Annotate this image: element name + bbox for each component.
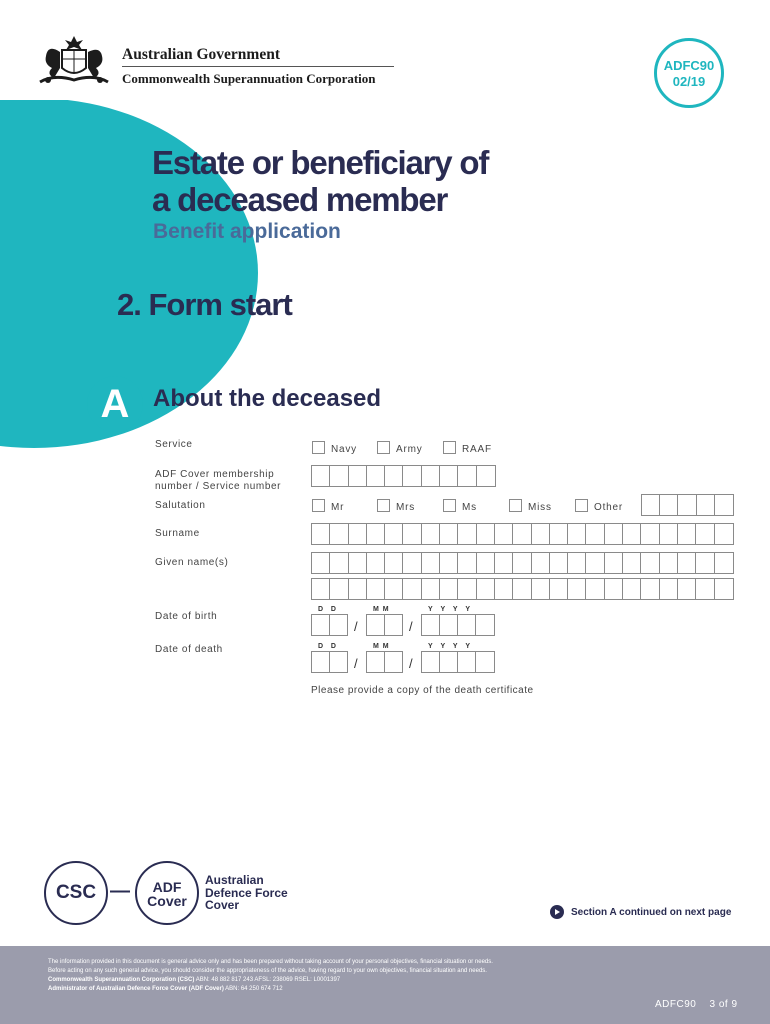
adf-cover-logo xyxy=(135,861,199,925)
logo-dash: — xyxy=(110,880,130,902)
miss-checkbox[interactable] xyxy=(509,499,522,512)
coat-of-arms-icon xyxy=(34,34,114,90)
government-name: Australian Government xyxy=(122,46,281,63)
adf-cover-name xyxy=(205,874,288,912)
footer-line-1: The information provided in this document is general advice only and has been prepared without taking account of your personal objectives, financial situation or needs. xyxy=(48,959,493,965)
footer-csc-details: ABN: 48 882 817 243 AFSL: 238069 RSEL: L0001397 xyxy=(195,977,341,983)
section-heading: 2. Form start xyxy=(117,287,292,322)
given-names-input-line-2[interactable] xyxy=(311,578,734,600)
footer-disclaimer xyxy=(48,958,748,994)
adf-name-line-1: Australian xyxy=(205,873,264,887)
adf-cover-logo-line-1: ADF xyxy=(152,879,182,895)
title-line-2: a deceased member xyxy=(152,181,448,218)
ms-option-label: Ms xyxy=(462,502,477,513)
footer-form-code: ADFC90 xyxy=(655,999,697,1010)
dod-label: Date of death xyxy=(155,644,223,655)
footer-line-4 xyxy=(48,985,748,994)
navy-checkbox[interactable] xyxy=(312,441,325,454)
footer-line-2: Before acting on any such general advice, you should consider the appropriateness of the advice, having regard to your own objectives, financial situation and needs. xyxy=(48,968,487,974)
footer-adf-name: Administrator of Australian Defence Force Cover (ADF Cover) xyxy=(48,986,224,992)
footer-page-info xyxy=(655,999,738,1010)
continued-notice: Section A continued on next page xyxy=(571,907,732,918)
dob-separator-1: / xyxy=(354,619,358,634)
footer-adf-details: ABN: 64 250 674 712 xyxy=(225,986,283,992)
adf-cover-logo-line-2: Cover xyxy=(147,893,187,909)
mr-checkbox[interactable] xyxy=(312,499,325,512)
footer-line-3 xyxy=(48,976,748,985)
army-option-label: Army xyxy=(396,444,423,455)
badge-code: ADFC90 xyxy=(663,58,715,73)
page-subtitle: Benefit application xyxy=(153,220,341,243)
dod-year-input[interactable] xyxy=(421,651,495,673)
footer-csc-name: Commonwealth Superannuation Corporation (CSC) xyxy=(48,977,195,983)
mr-option-label: Mr xyxy=(331,502,345,513)
page-title xyxy=(152,144,488,218)
death-certificate-note: Please provide a copy of the death certificate xyxy=(311,685,534,696)
other-option-label: Other xyxy=(594,502,624,513)
mrs-option-label: Mrs xyxy=(396,502,416,513)
dod-month-hint: M M xyxy=(373,643,389,650)
organisation-name: Commonwealth Superannuation Corporation xyxy=(122,71,376,86)
other-checkbox[interactable] xyxy=(575,499,588,512)
dod-separator-2: / xyxy=(409,656,413,671)
dob-year-hint: Y Y Y Y xyxy=(428,606,471,613)
ms-checkbox[interactable] xyxy=(443,499,456,512)
dob-month-hint: M M xyxy=(373,606,389,613)
section-letter-badge: A xyxy=(87,376,143,432)
page-number: 3 of 9 xyxy=(709,999,738,1010)
dob-day-hint: D D xyxy=(318,606,336,613)
adf-name-line-2: Defence Force xyxy=(205,885,288,900)
other-salutation-input[interactable] xyxy=(641,494,734,516)
badge-date: 02/19 xyxy=(672,74,706,89)
dob-month-input[interactable] xyxy=(366,614,403,636)
dod-separator-1: / xyxy=(354,656,358,671)
membership-label xyxy=(155,469,281,493)
dod-day-input[interactable] xyxy=(311,651,348,673)
form-code-badge xyxy=(654,38,724,108)
csc-logo: CSC xyxy=(44,861,108,925)
dob-day-input[interactable] xyxy=(311,614,348,636)
raaf-option-label: RAAF xyxy=(462,444,492,455)
navy-option-label: Navy xyxy=(331,444,357,455)
membership-number-input[interactable] xyxy=(311,465,496,487)
surname-label: Surname xyxy=(155,528,200,539)
raaf-checkbox[interactable] xyxy=(443,441,456,454)
dob-year-input[interactable] xyxy=(421,614,495,636)
dob-label: Date of birth xyxy=(155,611,218,622)
header-divider xyxy=(122,66,394,67)
dod-month-input[interactable] xyxy=(366,651,403,673)
membership-label-line-2: number / Service number xyxy=(155,481,282,492)
given-names-label: Given name(s) xyxy=(155,557,229,568)
surname-input[interactable] xyxy=(311,523,734,545)
section-title: About the deceased xyxy=(153,385,382,412)
miss-option-label: Miss xyxy=(528,502,552,513)
membership-label-line-1: ADF Cover membership xyxy=(155,469,275,480)
arrow-right-icon xyxy=(550,905,564,919)
army-checkbox[interactable] xyxy=(377,441,390,454)
title-line-1: Estate or beneficiary of xyxy=(152,144,489,181)
dod-year-hint: Y Y Y Y xyxy=(428,643,471,650)
dod-day-hint: D D xyxy=(318,643,336,650)
salutation-label: Salutation xyxy=(155,500,206,511)
mrs-checkbox[interactable] xyxy=(377,499,390,512)
dob-separator-2: / xyxy=(409,619,413,634)
service-label: Service xyxy=(155,439,193,450)
given-names-input-line-1[interactable] xyxy=(311,552,734,574)
adf-name-line-3: Cover xyxy=(205,898,240,912)
